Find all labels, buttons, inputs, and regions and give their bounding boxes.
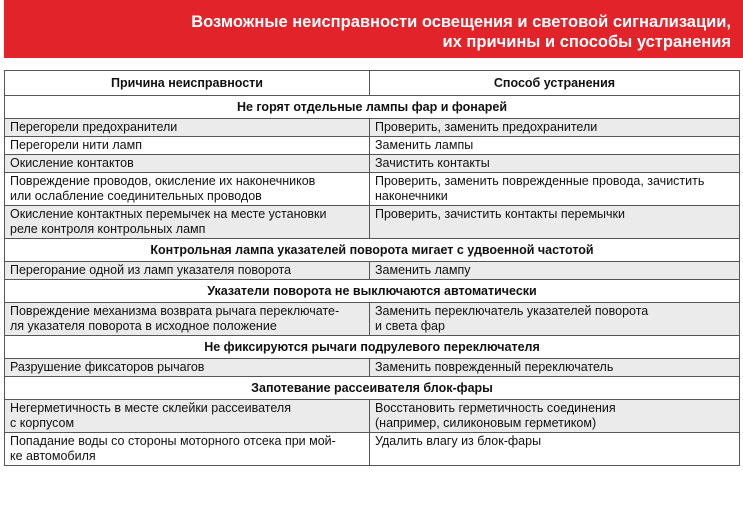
cause-cell: Окисление контактов <box>5 155 370 173</box>
cause-cell: Разрушение фиксаторов рычагов <box>5 359 370 377</box>
title-banner <box>4 0 743 58</box>
section-title: Контрольная лампа указателей поворота мигает с удвоенной частотой <box>5 239 740 262</box>
table-row <box>5 137 740 155</box>
remedy-cell: Восстановить герметичность соединения (например, силиконовым герметиком) <box>370 400 740 433</box>
cause-cell: Повреждение проводов, окисление их наконечников или ослабление соединительных проводов <box>5 173 370 206</box>
cause-cell: Негерметичность в месте склейки рассеивателя с корпусом <box>5 400 370 433</box>
remedy-cell: Проверить, зачистить контакты перемычки <box>370 206 740 239</box>
remedy-cell: Заменить лампы <box>370 137 740 155</box>
table-row <box>5 400 740 433</box>
header-cause: Причина неисправности <box>5 71 370 96</box>
cause-cell: Перегорели нити ламп <box>5 137 370 155</box>
table-row <box>5 303 740 336</box>
remedy-cell: Заменить переключатель указателей поворота и света фар <box>370 303 740 336</box>
cause-cell: Перегорели предохранители <box>5 119 370 137</box>
header-remedy: Способ устранения <box>370 71 740 96</box>
table-row <box>5 173 740 206</box>
section-title: Указатели поворота не выключаются автоматически <box>5 280 740 303</box>
remedy-cell: Заменить лампу <box>370 262 740 280</box>
remedy-cell: Проверить, заменить поврежденные провода, зачистить наконечники <box>370 173 740 206</box>
header-row <box>5 71 740 96</box>
remedy-cell: Заменить поврежденный переключатель <box>370 359 740 377</box>
table-row <box>5 155 740 173</box>
table-row <box>5 433 740 466</box>
remedy-cell: Проверить, заменить предохранители <box>370 119 740 137</box>
cause-cell: Перегорание одной из ламп указателя поворота <box>5 262 370 280</box>
remedy-cell: Удалить влагу из блок-фары <box>370 433 740 466</box>
section-title: Запотевание рассеивателя блок-фары <box>5 377 740 400</box>
cause-cell: Окисление контактных перемычек на месте установки реле контроля контрольных ламп <box>5 206 370 239</box>
cause-cell: Попадание воды со стороны моторного отсека при мой- ке автомобиля <box>5 433 370 466</box>
table-row <box>5 262 740 280</box>
section-title: Не фиксируются рычаги подрулевого переключателя <box>5 336 740 359</box>
table-row <box>5 206 740 239</box>
table-row <box>5 119 740 137</box>
remedy-cell: Зачистить контакты <box>370 155 740 173</box>
cause-cell: Повреждение механизма возврата рычага переключате- ля указателя поворота в исходное положение <box>5 303 370 336</box>
faults-table <box>4 70 740 466</box>
section-title: Не горят отдельные лампы фар и фонарей <box>5 96 740 119</box>
title-line-2: их причины и способы устранения <box>442 33 731 51</box>
table-row <box>5 359 740 377</box>
title-line-1: Возможные неисправности освещения и световой сигнализации, <box>191 13 731 31</box>
